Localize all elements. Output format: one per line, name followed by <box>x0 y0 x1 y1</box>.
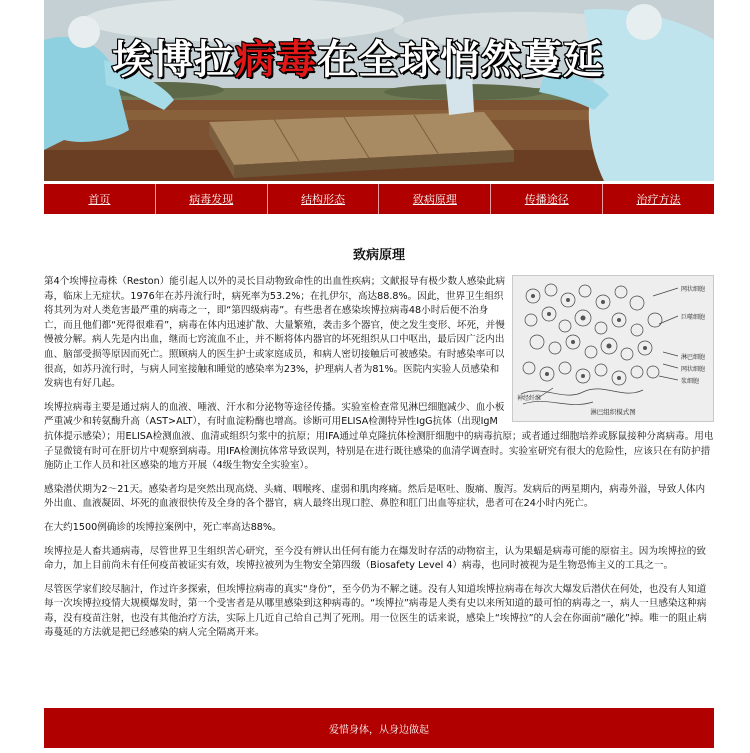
page-title: 致病原理 <box>352 248 405 263</box>
article-body <box>44 275 714 641</box>
figure-label-0: 网状细胞 <box>681 286 706 293</box>
nav-item-discovery[interactable]: 病毒发现 <box>156 184 268 214</box>
footer-bar <box>44 708 714 748</box>
main-nav <box>44 184 714 214</box>
figure-label-1: 巨噬细胞 <box>681 314 706 321</box>
paragraph-2: 埃博拉病毒主要是通过病人的血液、唾液、汗水和分泌物等途径传播。实验室检查常见淋巴细胞减少、血小板严重减少和转氨酶升高（AST>ALT），有时血淀粉酶也增高。诊断可用ELISA检测特异性IgG抗体（出现IgM抗体提示感染）；用ELISA检测血液、血清或组织匀浆中的抗原；用IFA通过单克隆抗体检测肝细胞中的病毒抗原；或者通过细胞培养或豚鼠接种分离病毒。用电子显微镜有时可在肝切片中观察到病毒。用IFA检测抗体常导致误判，特别是在进行既往感染的血清学调查时。实验室研究有很大的危险性，应该只在有防护措施防止工作人员和社区感染的地方开展（4级生物安全实验室）。 <box>44 401 714 472</box>
figure-label-3: 网状细胞 <box>681 366 706 373</box>
banner-title: 埃博拉病毒在全球悄然蔓延 <box>112 37 604 83</box>
paragraph-6: 尽管医学家们绞尽脑汁，作过许多探索，但埃博拉病毒的真实“身份”，至今仍为不解之谜。没有人知道埃博拉病毒在每次大爆发后潜伏在何处，也没有人知道每一次埃博拉疫情大规模爆发时，第一个受害者是从哪里感染到这种病毒的。“埃博拉”病毒是人类有史以来所知道的最可怕的病毒之一，病人一旦感染这种病毒，没有疫苗注射，也没有其他治疗方法，实际上几近自己给自己判了死刑。用一位医生的话来说，感染上“埃博拉”的人会在你面前“融化”掉。唯一的阻止病毒蔓延的方法就是把已经感染的病人完全隔离开来。 <box>44 583 707 639</box>
lymph-tissue-diagram <box>512 275 714 422</box>
figure-label-4: 浆细胞 <box>681 378 700 385</box>
figure-label-2: 淋巴细胞 <box>681 354 706 361</box>
footer-text: 爱惜身体，从身边做起 <box>329 724 429 736</box>
nav-item-structure[interactable]: 结构形态 <box>268 184 380 214</box>
nav-item-pathogenesis[interactable]: 致病原理 <box>379 184 491 214</box>
paragraph-5: 埃博拉是人畜共通病毒，尽管世界卫生组织苦心研究，至今没有辨认出任何有能力在爆发时存活的动物宿主，认为果蝠是病毒可能的原宿主。因为埃博拉的致命力，加上目前尚未有任何疫苗被证实有效，埃博拉被列为生物安全第四级（Biosafety Level 4）病毒，也同时被视为是生物恐怖主义的工具之一。 <box>44 545 706 572</box>
header-banner <box>44 0 714 181</box>
figure-caption: 淋巴组织模式图 <box>590 408 636 416</box>
nav-item-treatment[interactable]: 治疗方法 <box>636 193 681 206</box>
paragraph-1: 第4个埃博拉毒株（Reston）能引起人以外的灵长目动物致命性的出血性疾病；文献报导有极少数人感染此病毒，临床上无症状。1976年在苏丹流行时，病死率为53.2%；在扎伊尔，高达88.8%。因此，世界卫生组织将其列为对人类危害最严重的病毒之一，即“第四级病毒”。有些患者在感染埃博拉病毒48小时后便不治身亡，而且他们都“死得很难看”，病毒在体内迅速扩散、大量繁殖，袭击多个器官，使之发生变形、坏死，并慢慢被分解。病人先是内出血，继而七窍流血不止，并不断将体内器官的坏死组织从口中呕出，最后因广泛内出血、脑部受损等原因而死亡。照顾病人的医生护士或家庭成员，和病人密切接触后可被感染。有时感染率可以很高，如苏丹流行时，与病人同室接触和睡觉的感染率为23%，护理病人者为81%。医院内实验人员感染和发病也有好几起。 <box>44 276 506 390</box>
lymph-tissue-illustration <box>513 276 713 421</box>
banner-title-highlight: 病毒 <box>235 37 317 83</box>
nav-item-transmission[interactable]: 传播途径 <box>491 184 603 214</box>
paragraph-3: 感染潜伏期为2～21天。感染者均是突然出现高烧、头痛、咽喉疼、虚弱和肌肉疼痛。然后是呕吐、腹痛、腹泻。发病后的两星期内，病毒外溢，导致人体内外出血、血液凝固、坏死的血液很快传及全身的各个器官，病人最终出现口腔、鼻腔和肛门出血等症状，患者可在24小时内死亡。 <box>44 483 706 510</box>
page-wrapper <box>44 0 714 650</box>
figure-label-5: 神经纤维 <box>517 395 542 402</box>
nav-item-home[interactable]: 首页 <box>44 184 156 214</box>
paragraph-4: 在大约1500例确诊的埃博拉案例中，死亡率高达88%。 <box>44 521 282 533</box>
